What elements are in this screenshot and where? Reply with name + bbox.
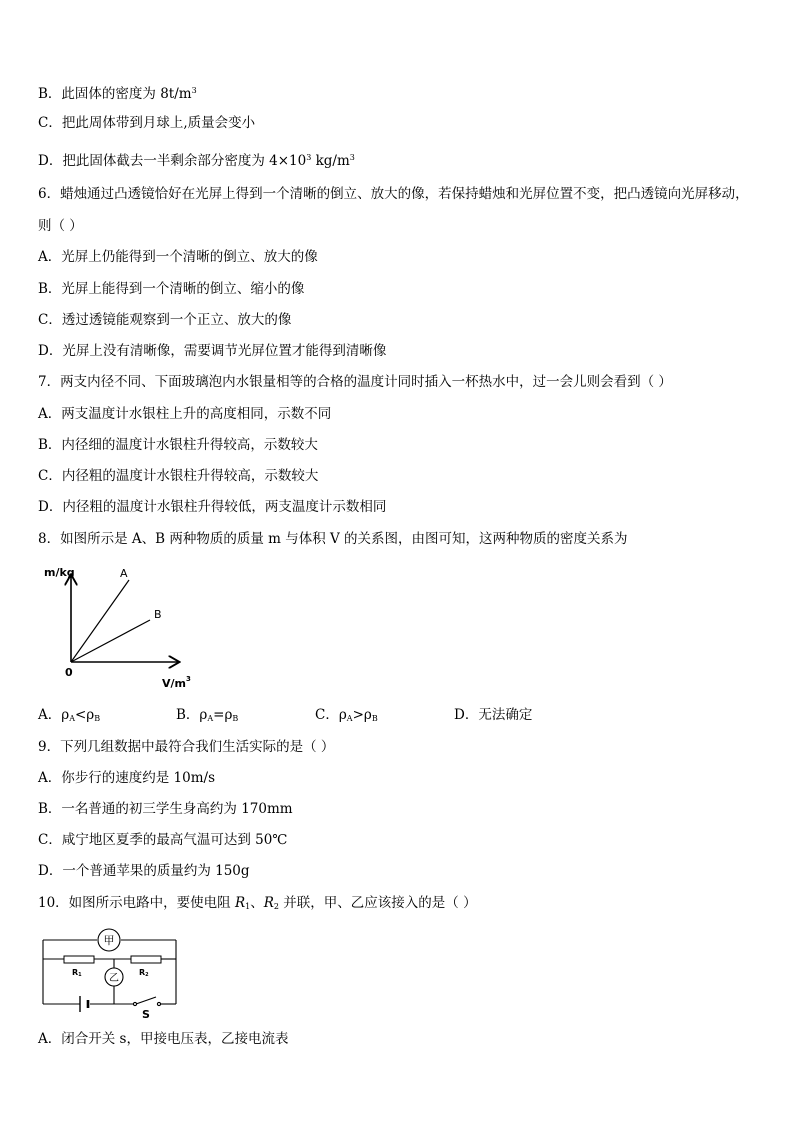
- origin-label: 0: [65, 666, 73, 679]
- switch-lever: [136, 997, 156, 1004]
- x-axis-label: V/m: [162, 677, 186, 690]
- meter-yi-label: 乙: [109, 973, 119, 984]
- option-6c: C．透过透镜能观察到一个正立、放大的像: [38, 312, 292, 328]
- option-9d: D．一个普通苹果的质量约为 150g: [38, 863, 250, 879]
- option-10a: A．闭合开关 s，甲接电压表，乙接电流表: [38, 1031, 289, 1047]
- line-b-label: B: [154, 608, 162, 621]
- r1-label: R1: [72, 968, 82, 978]
- mass-volume-graph: [36, 560, 206, 694]
- line-b: [71, 620, 150, 662]
- line-a: [71, 580, 129, 662]
- option-6b: B．光屏上能得到一个清晰的倒立、缩小的像: [38, 281, 305, 297]
- option-6d: D．光屏上没有清晰像，需要调节光屏位置才能得到清晰像: [38, 343, 387, 359]
- option-8a: A．$\rho_A<\rho_B$: [38, 707, 101, 723]
- circuit-diagram: [38, 926, 183, 1020]
- x-axis-label-sup: 3: [186, 675, 191, 683]
- question-6-stem: 6．蜡烛通过凸透镜恰好在光屏上得到一个清晰的倒立、放大的像，若保持蜡烛和光屏位置不变，把凸透镜向光屏移动，: [38, 186, 749, 202]
- line-a-label: A: [120, 567, 128, 580]
- question-9-stem: 9．下列几组数据中最符合我们生活实际的是（ ）: [38, 739, 335, 755]
- meter-jia-label: 甲: [103, 934, 115, 947]
- question-8-stem: 8．如图所示是 A、B 两种物质的质量 m 与体积 V 的关系图，由图可知，这两种物质的密度关系为: [38, 531, 628, 547]
- question-7-stem: 7．两支内径不同、下面玻璃泡内水银量相等的合格的温度计同时插入一杯热水中，过一会儿则会看到（ ）: [38, 374, 672, 390]
- option-7c: C．内径粗的温度计水银柱升得较高，示数较大: [38, 468, 319, 484]
- option-5d: D．把此固体截去一半剩余部分密度为 $4\times 10^3$ $kg/m^3$: [38, 153, 355, 169]
- option-7d: D．内径粗的温度计水银柱升得较低，两支温度计示数相同: [38, 499, 387, 515]
- option-9c: C．咸宁地区夏季的最高气温可达到 50℃: [38, 832, 288, 848]
- switch-label: S: [142, 1008, 150, 1020]
- resistor-r1: [64, 956, 94, 963]
- option-7b: B．内径细的温度计水银柱升得较高，示数较大: [38, 437, 318, 453]
- question-6-stem-cont: 则（ ）: [38, 218, 83, 234]
- option-8d: D．无法确定: [454, 707, 533, 723]
- option-8c: C．$\rho_A>\rho_B$: [315, 707, 378, 723]
- option-7a: A．两支温度计水银柱上升的高度相同，示数不同: [38, 406, 332, 422]
- option-8b: B．$\rho_A=\rho_B$: [176, 707, 239, 723]
- option-9b: B．一名普通的初三学生身高约为 170mm: [38, 801, 293, 817]
- y-axis-label: m/kg: [44, 566, 75, 579]
- option-6a: A．光屏上仍能得到一个清晰的倒立、放大的像: [38, 249, 318, 265]
- option-9a: A．你步行的速度约是 10m/s: [38, 770, 215, 786]
- resistor-r2: [131, 956, 161, 963]
- question-10-stem: 10．如图所示电路中，要使电阻 $R_1$、$R_2$ 并联，甲、乙应该接入的是（ ）: [38, 895, 477, 911]
- option-5b: B．此固体的密度为 $8t/m^3$: [38, 86, 197, 102]
- r2-label: R2: [139, 968, 149, 978]
- option-5c: C．把此周体带到月球上,质量会变小: [38, 115, 256, 131]
- battery-icon: [80, 996, 88, 1012]
